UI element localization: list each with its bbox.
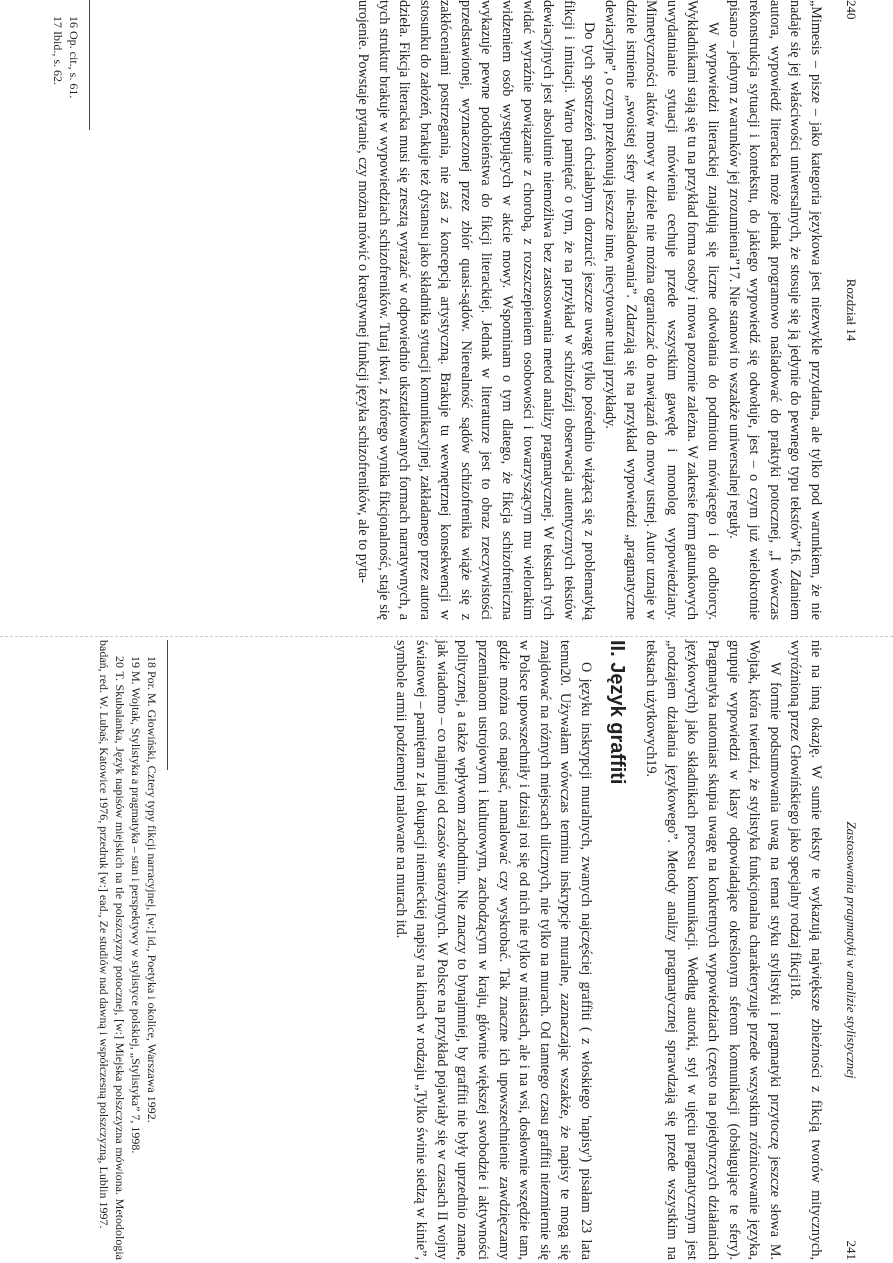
footnote-rule xyxy=(89,0,90,130)
page-number: 240 xyxy=(844,0,859,20)
paragraph: W formie podsumowania uwag na temat styku stylistyki i pragmatyki przytoczę jeszcze słowa M. Wojtak, która twierdzi, że stylistyka funkcjonalna charakteryzuje przede wszystkim zróżnicowanie języka, grupuje wypowiedzi w klasy odpowiadające określonym sferom komunikacji (obsługujące te sfery). Pragmatyka natomiast skupia uwagę na konkretnych wypowiedziach (często na pojedynczych działaniach językowych) jako składnikach procesu komunikacji. Według autorki, styl w ujęciu pragmatycznym jest „rodzajem działania językowego”. Metody analizy pragmatycznej sprawdzają się przede wszystkim na tekstach użytkowych19. xyxy=(643,640,783,1260)
gutter-line xyxy=(0,636,893,637)
paragraph: nie na inną okazję. W sumie teksty te wykazują największe zbieżności z fikcją tworów mitycznych, wyróżnioną przez Głowińskiego jako specjalny rodzaj fikcji18. xyxy=(787,640,824,1260)
paragraph: O języku inskrypcji muralnych, zwanych najczęściej graffiti ( z włoskiego 'napisy') pisałam 23 lata temu20. Używałam wówczas terminu inskrypcje muralne, zaznaczając wszakże, że napisy te mogą się znajdować na różnych miejscach ulicznych, nie tylko na murach. Od tamtego czasu graffiti niezmiernie się w Polsce upowszechniły i dzisiaj roi się od nich nie tylko w miastach, ale i na wsi, dosłownie wszędzie tam, gdzie można coś napisać, namalować czy wyskrobać. Tak znaczne ich upowszechnienie zawdzięczamy przemianom ustrojowym i kulturowym, zachodzącym w kraju, głównie większej swobodzie i aktywności politycznej, a także wpływom zachodnim. Nie znaczy to bynajmniej, by graffiti nie były uprzednio znane, jak wiadomo – co najmniej od czasów starożytnych. W Polsce na przykład pojawiały się w czasach II wojny światowej – pamiętam z lat okupacji niemieckiej napisy na kinach w rodzaju „Tylko świnie siedzą w kinie”, symbole armii podziemnej malowane na murach itd. xyxy=(392,640,595,1260)
page-241 xyxy=(0,640,860,1260)
page-number: 241 xyxy=(844,1240,859,1260)
footnote: 20 T. Skubalanka, Język napisów miejskich na tle polszczyzny potocznej, [w:] Miejska polszczyzna mówiona. Metodologia badań, red. W. Lubaś, Katowice 1976, przedruk [w:] ead., Ze studiów nad dawną i współczesną polszczyzną, Lublin 1997. xyxy=(97,640,127,1260)
running-head xyxy=(842,0,860,620)
body-text xyxy=(390,640,826,1260)
running-head xyxy=(842,640,860,1260)
paragraph: W wypowiedzi literackiej znajdują się liczne odwołania do podmiotu mówiącego i do odbiorcy. Wykładnikami stają się tu na przykład forma osoby i mowa pozornie zależna. W zakresie form gatunkowych uwydatnianie sytuacji mówienia cechuje przede wszystkim gawędę i monolog wypowiedziany. Mimetyczności aktów mowy w dziele nie można ograniczać do nawiązań do mowy ustnej. Autor uznaje w dziele istnienie „swoistej sfery nie-naśladowania”. Zdarzają się na przykład wypowiedzi „pragmatyczne dewiacyjne”, o czym przekonują jeszcze inne, niecytowane tutaj przykłady. xyxy=(602,0,722,620)
running-head-title: Zastosowania pragmatyki w analizie stylistycznej xyxy=(844,821,859,1079)
body-text xyxy=(352,0,826,620)
paragraph: „Mimesis – pisze – jako kategoria językowa jest niezwykle przydatna, ale tylko pod warunkiem, że nie nadaje się jej właściwości uniwersalnych, że stosuje się ją jedynie do pewnego typu tekstów”16. Zdaniem autora, wypowiedź literacka może jednak programowo naśladować do praktyki potocznej, „I wówczas rekonstrukcja sytuacji i kontekstu, do jakiego wypowiedź się odwołuje, jest – o czym już wielokrotnie pisano – jednym z warunków jej zrozumienia”17. Nie stanowi to wszakże uniwersalnej reguły. xyxy=(725,0,824,620)
footnotes xyxy=(50,0,82,620)
section-heading: II. Język graffiti xyxy=(605,640,628,785)
footnotes xyxy=(96,640,160,1260)
footnote-rule xyxy=(167,640,168,770)
page-240 xyxy=(0,0,860,620)
footnote: 16 Op. cit., s. 61. xyxy=(67,16,81,99)
running-head-title: Rozdział 14 xyxy=(844,278,859,342)
footnote: 17 Ibid., s. 62. xyxy=(51,16,65,85)
footnote: 18 Por. M. Głowiński, Cztery typy fikcji narracyjnej, [w:] id., Poetyka i okolice, Warszawa 1992. xyxy=(145,656,159,1123)
paragraph: Do tych spostrzeżeń chciałabym dorzucić jeszcze uwagę tylko pośrednio wiążącą się z problematyką fikcji i imitacji. Warto pamiętać o tym, że na przykład w schizofazji obserwacja autentycznych tekstów dewiacyjnych jest absolutnie niemożliwa bez zastosowania metod analizy pragmatycznej. W tekstach tych widać wyraźnie powiązanie z chorobą, z rozszczepieniem osobowości i towarzyszącym mu wielorakim widzeniem osób występujących w akcie mowy. Wspominam o tym dlatego, że fikcja schizofreniczna wykazuje pewne podobieństwa do fikcji literackiej. Jednak w literaturze jest to obraz rzeczywistości przedstawionej, wyznaczonej przez zbiór quasi-sądów. Nierealność sądów schizofrenika wiąże się z zakłóceniami postrzegania, nie zaś z koncepcją artystyczną. Brakuje tu wewnętrznej konsekwencji w stosunku do założeń, brakuje też dystansu jako składnika sytuacji komunikacyjnej, zakładanego przez autora dzieła. Fikcja literacka musi się zresztą wyrażać w odpowiednio ukształtowanych formach narratywnych, a tych struktur brakuje w wypowiedziach schizofreników. Tutaj tkwi, z którego wynika fikcjonalność, staje się urojenie. Powstaje pytanie, czy można mówić o kreatywnej funkcji języka schizofreników, ale to pyta- xyxy=(354,0,598,620)
footnote: 19 M. Wojtak, Stylistyka a pragmatyka – stan i perspektywy w stylistyce polskiej, „Stylistyka” 7, 1998. xyxy=(129,656,143,1154)
